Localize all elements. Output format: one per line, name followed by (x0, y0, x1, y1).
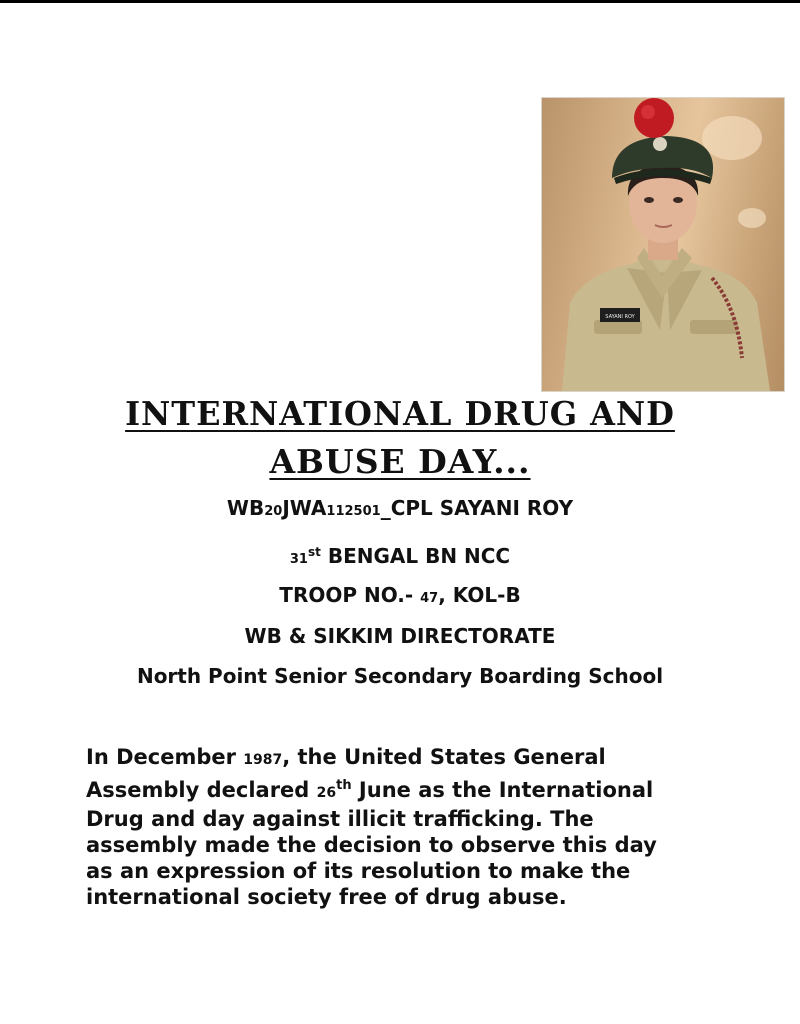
cadet-id-line: WB20JWA112501_CPL SAYANI ROY (226, 496, 574, 520)
paragraph-line-1: In December 1987, the United States General (86, 745, 606, 769)
directorate-line: WB & SIKKIM DIRECTORATE (244, 624, 556, 648)
name-tag-text: SAYANI ROY (605, 314, 635, 320)
unit-line: 31st BENGAL BN NCC (289, 544, 511, 568)
paragraph-line-6: international society free of drug abuse. (86, 885, 567, 909)
school-line: North Point Senior Secondary Boarding School (136, 664, 664, 688)
title-line-2: ABUSE DAY... (269, 442, 531, 481)
title-line-1: INTERNATIONAL DRUG AND (125, 394, 675, 433)
cadet-portrait-image (542, 98, 784, 391)
troop-line: TROOP NO.- 47, KOL-B (279, 583, 521, 607)
paragraph-line-4: assembly made the decision to observe this day (86, 833, 657, 857)
paragraph-line-2: Assembly declared 26th June as the International (86, 778, 654, 802)
cadet-photo (541, 97, 785, 392)
body-paragraph (86, 744, 726, 910)
paragraph-line-5: as an expression of its resolution to make the (86, 859, 631, 883)
top-border (0, 0, 800, 3)
paragraph-line-3: Drug and day against illicit trafficking. The (86, 807, 594, 831)
